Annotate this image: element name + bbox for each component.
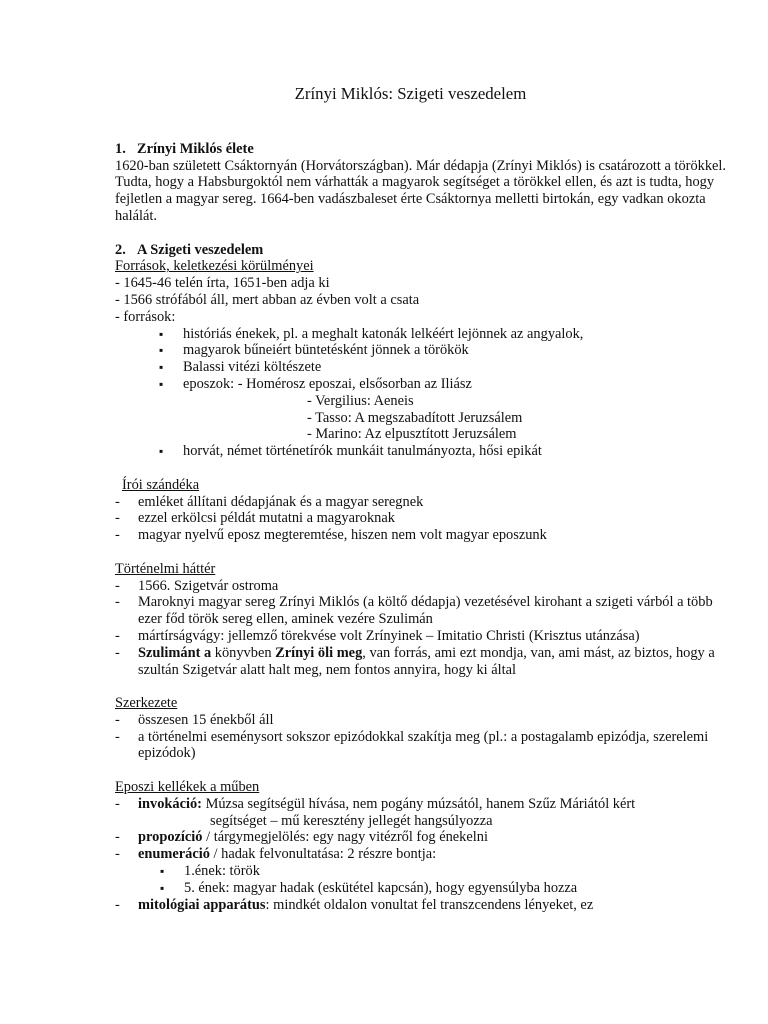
list-item: ▪ 1.ének: török — [160, 863, 728, 880]
section-1-title: Zrínyi Miklós élete — [137, 140, 254, 157]
list-item: ▪ 5. ének: magyar hadak (eskütétel kapcsán), hogy egyensúlyba hozza — [160, 880, 728, 897]
bold-text: Szulimánt a — [138, 644, 212, 661]
sources-line: - 1566 strófából áll, mert abban az évben volt a csata — [115, 291, 420, 308]
sources-heading: Források, keletkezési körülményei — [115, 258, 314, 275]
list-item: - 1566. Szigetvár ostroma — [115, 578, 728, 595]
sources-bullet-list — [115, 326, 728, 393]
term-invocation: invokáció: — [138, 795, 202, 812]
list-item: ▪ históriás énekek, pl. a meghalt katonák lelkéért lejönnek az angyalok, — [159, 326, 728, 343]
list-item — [115, 846, 728, 896]
list-item: ▪ eposzok: - Homérosz eposzai, elsősorban az Iliász — [159, 376, 728, 393]
list-item: ▪ magyarok bűneiért büntetésként jönnek a törökök — [159, 342, 728, 359]
section-1-heading — [115, 141, 728, 158]
list-item: ▪ Balassi vitézi költészete — [159, 359, 728, 376]
spacer — [115, 544, 728, 561]
bold-text: Zrínyi öli meg — [275, 644, 363, 661]
document-title: Zrínyi Miklós: Szigeti veszedelem — [294, 84, 527, 103]
enumeration-bullets — [138, 863, 728, 897]
devices-list — [115, 796, 728, 914]
epic-line: - Marino: Az elpusztított Jeruzsálem — [307, 426, 517, 443]
section-2-title: A Szigeti veszedelem — [137, 241, 264, 258]
list-item: - a történelmi eseménysort sokszor epizódokkal szakítja meg (pl.: a postagalamb epizódja, szerelemi epizódok) — [115, 729, 728, 763]
sources-line: - források: — [115, 308, 176, 325]
sources-bullet-list-2 — [115, 443, 728, 460]
list-item: - emléket állítani dédapjának és a magyar seregnek — [115, 494, 728, 511]
intent-heading: Írói szándéka — [122, 476, 200, 493]
term-enumeration: enumeráció — [138, 846, 210, 863]
spacer — [115, 762, 728, 779]
sources-line: - 1645-46 telén írta, 1651-ben adja ki — [115, 275, 330, 292]
text: Múzsa segítségül hívása, nem pogány múzsától, hanem Szűz Máriától kért — [201, 795, 636, 812]
spacer — [115, 460, 728, 477]
list-item — [115, 796, 728, 830]
text: , van forrás, ami ezt mondja, van, ami mást, az biztos, hogy a szultán Szigetvár alatt halt meg, nem fontos annyira, hogy ki által — [138, 644, 715, 678]
term-mythology: mitológiai apparátus — [138, 896, 266, 913]
list-item: - ezzel erkölcsi példát mutatni a magyaroknak — [115, 510, 728, 527]
list-item — [115, 897, 728, 914]
list-item — [115, 645, 728, 679]
structure-heading: Szerkezete — [115, 695, 178, 712]
term-proposition: propozíció — [138, 829, 203, 846]
spacer — [115, 678, 728, 695]
list-item: - mártírságvágy: jellemző törekvése volt Zrínyinek – Imitatio Christi (Krisztus utánzása) — [115, 628, 728, 645]
spacer — [115, 225, 728, 242]
devices-heading: Eposzi kellékek a műben — [115, 779, 260, 796]
epic-line: - Tasso: A megszabadított Jeruzsálem — [307, 409, 523, 426]
list-item: - magyar nyelvű eposz megteremtése, hiszen nem volt magyar eposzunk — [115, 527, 728, 544]
text: : mindkét oldalon vonultat fel transzcendens lényeket, ez — [265, 896, 594, 913]
epic-continuation — [115, 393, 728, 443]
list-item: - összesen 15 énekből áll — [115, 712, 728, 729]
history-list — [115, 578, 728, 679]
section-1-number: 1. — [115, 140, 126, 157]
text: könyvben — [211, 644, 276, 661]
list-item: ▪ horvát, német történetírók munkáit tanulmányozta, hősi epikát — [159, 443, 728, 460]
list-item — [115, 829, 728, 846]
history-heading: Történelmi háttér — [115, 560, 216, 577]
text: / hadak felvonultatása: 2 részre bontja: — [209, 846, 437, 863]
list-item: - Maroknyi magyar sereg Zrínyi Miklós (a költő dédapja) vezetésével kirohant a szigeti várból a több ezer főd török sereg ellen, aminek vezére Szulimán — [115, 594, 728, 628]
epic-line: - Vergilius: Aeneis — [307, 392, 414, 409]
section-2-number: 2. — [115, 241, 126, 258]
invocation-continuation: segítséget – mű keresztény jellegét hangsúlyozza — [210, 812, 493, 829]
section-1-text: 1620-ban született Csáktornyán (Horvátországban). Már dédapja (Zrínyi Miklós) is csatározott a törökkel. Tudta, hogy a Habsburgoktól nem várhatták a magyarok segítséget a törökkel ellen, és azt is tudta, hogy fejletlen a magyar sereg. 1664-ben vadászbaleset érte Csáktornya melletti birtokán, egy vadkan okozta halálát. — [115, 157, 727, 224]
intent-list — [115, 494, 728, 544]
text: / tárgymegjelölés: egy nagy vitézről fog énekelni — [202, 829, 488, 846]
section-2-heading — [115, 242, 728, 259]
structure-list — [115, 712, 728, 762]
